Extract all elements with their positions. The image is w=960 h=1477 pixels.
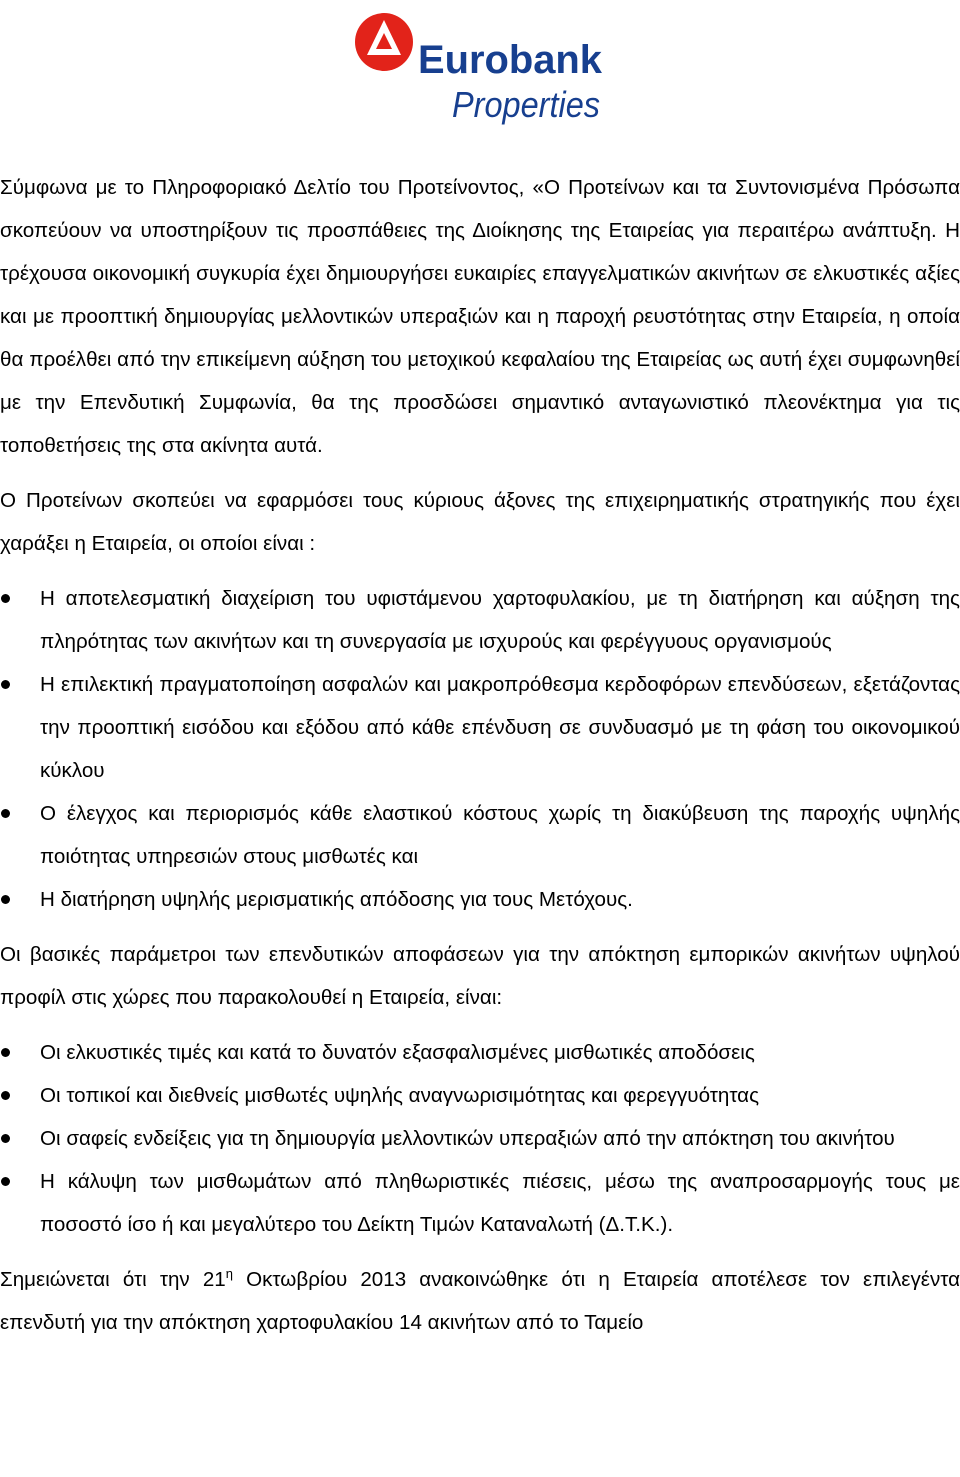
eurobank-logo-icon (350, 6, 605, 134)
paragraph-intro: Σύμφωνα με το Πληροφοριακό Δελτίο του Προτείνοντος, «Ο Προτείνων και τα Συντονισμένα Πρόσωπα σκοπεύουν να υποστηρίξουν τις προσπάθειες της Διοίκησης της Εταιρείας για περαιτέρω ανάπτυξη. Η τρέχουσα οικονομική συγκυρία έχει δημιουργήσει ευκαιρίες επαγγελματικών ακινήτων σε ελκυστικές αξίες και με προοπτική δημιουργίας μελλοντικών υπεραξιών και η παροχή ρευστότητας στην Εταιρεία, η οποία θα προέλθει από την επικείμενη αύξηση του μετοχικού κεφαλαίου της Εταιρείας ως αυτή έχει συμφωνηθεί με την Επενδυτική Συμφωνία, θα της προσδώσει σημαντικό ανταγωνιστικό πλεονέκτημα για τις τοποθετήσεις της στα ακίνητα αυτά. (0, 176, 960, 457)
paragraph-parameters: Οι βασικές παράμετροι των επενδυτικών αποφάσεων για την απόκτηση εμπορικών ακινήτων υψηλού προφίλ στις χώρες που παρακολουθεί η Εταιρεία, είναι: (0, 943, 960, 1009)
list-item: Ο έλεγχος και περιορισμός κάθε ελαστικού κόστους χωρίς τη διακύβευση της παροχής υψηλής ποιότητας υπηρεσιών στους μισθωτές και (0, 792, 960, 878)
document-body (0, 166, 960, 1356)
logo-line1: Eurobank (418, 38, 603, 82)
list-item: Η κάλυψη των μισθωμάτων από πληθωριστικές πιέσεις, μέσω της αναπροσαρμογής τους με ποσοστό ίσο ή και μεγαλύτερο του Δείκτη Τιμών Καταναλωτή (Δ.Τ.Κ.). (0, 1160, 960, 1246)
list-item: Η επιλεκτική πραγματοποίηση ασφαλών και μακροπρόθεσμα κερδοφόρων επενδύσεων, εξετάζοντας την προοπτική εισόδου και εξόδου από κάθε επένδυση σε συνδυασμό με τη φάση του οικονομικού κύκλου (0, 663, 960, 792)
list-item: Οι σαφείς ενδείξεις για τη δημιουργία μελλοντικών υπεραξιών από την απόκτηση του ακινήτου (0, 1117, 960, 1160)
list-item: Οι τοπικοί και διεθνείς μισθωτές υψηλής αναγνωρισιμότητας και φερεγγυότητας (0, 1074, 960, 1117)
list-item: Οι ελκυστικές τιμές και κατά το δυνατόν εξασφαλισμένες μισθωτικές αποδόσεις (0, 1031, 960, 1074)
strategy-list (0, 577, 960, 921)
paragraph-note (0, 1258, 960, 1344)
note-superscript: η (225, 1266, 233, 1282)
note-text-end: Οκτωβρίου 2013 ανακοινώθηκε ότι η Εταιρεία αποτέλεσε τον επιλεγέντα επενδυτή για την απόκτηση χαρτοφυλακίου 14 ακινήτων από το Ταμείο (0, 1268, 960, 1334)
list-item: Η διατήρηση υψηλής μερισματικής απόδοσης για τους Μετόχους. (0, 878, 960, 921)
list-item: Η αποτελεσματική διαχείριση του υφιστάμενου χαρτοφυλακίου, με τη διατήρηση και αύξηση της πληρότητας των ακινήτων και τη συνεργασία με ισχυρούς και φερέγγυους οργανισμούς (0, 577, 960, 663)
logo-line2: Properties (452, 84, 600, 125)
company-logo (350, 6, 605, 134)
parameters-list (0, 1031, 960, 1246)
paragraph-strategy: Ο Προτείνων σκοπεύει να εφαρμόσει τους κύριους άξονες της επιχειρηματικής στρατηγικής που έχει χαράξει η Εταιρεία, οι οποίοι είναι : (0, 489, 960, 555)
note-text-start: Σημειώνεται ότι την 21 (0, 1268, 226, 1291)
